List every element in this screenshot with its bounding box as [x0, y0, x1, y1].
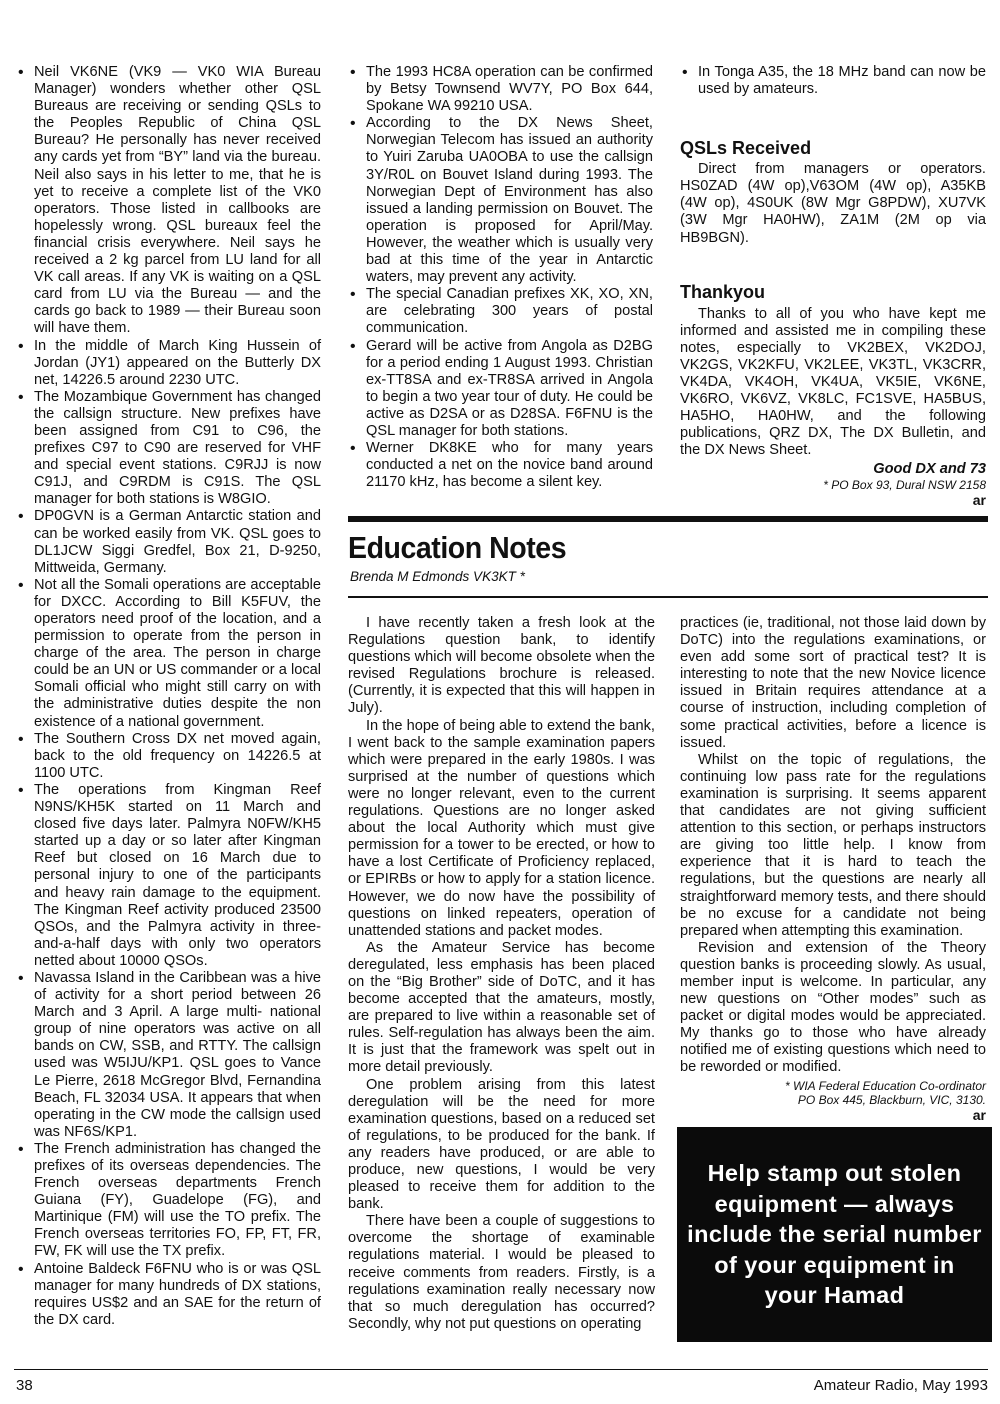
- dx-bullet-item: • The special Canadian prefixes XK, XO, XN, are celebrating 300 years of postal communication.: [348, 286, 653, 337]
- signoff: Good DX and 73: [873, 460, 986, 477]
- dx-bullet-item: • The French administration has changed the prefixes of its overseas dependencies. The French overseas departments French Guiana (FY), Guadelope (FG), and Martinique (FM) will use the TO prefix. The French overseas territories FO, FP, FT, FR, FW, FK will use the TX prefix.: [16, 1141, 321, 1261]
- section-rule-top: [348, 516, 988, 522]
- education-paragraph: One problem arising from this latest deregulation will be the need for more examination questions, based on a reduced set of regulations, to be produced for the bank. If any readers have produced, or are able to produce, new questions, I would be very pleased to receive them for addition to the bank.: [348, 1076, 655, 1213]
- education-paragraph: Whilst on the topic of regulations, the continuing low pass rate for the regulations examination is surprising. It seems apparent that candidates are not giving sufficient attention to this section, or perhaps instructors are giving too little help. I know from experience that it is hard to teach the regulations, but the questions are nearly all straightforward memory tests, and there should be no excuse for a candidate not being prepared when attempting this examination.: [680, 751, 986, 939]
- dx-bullet-item: • The operations from Kingman Reef N9NS/KH5K started on 11 March and closed five days later. Palmyra N0FW/KH5 started up a day or so later after Kingman Reef but closed on 16 March due to personal injury to one of the participants and heavy rain damage to the equipment. The Kingman Reef activity produced 23500 QSOs, and the Palmyra activity in three-and-a-half days with only two operators netted about 10000 QSOs.: [16, 782, 321, 970]
- end-mark: ar: [972, 1106, 986, 1123]
- education-paragraph: As the Amateur Service has become deregulated, less emphasis has been placed on the “Big Brother” side of DoTC, and it has become accepted that the amateurs, mostly, are prepared to live within a reasonable set of rules. Self-regulation has always been the aim. It is just that the framework was spelt out in more detail previously.: [348, 939, 655, 1076]
- section-title: Education Notes: [348, 530, 567, 565]
- footnote-role: * WIA Federal Education Co-ordinator: [785, 1078, 986, 1093]
- dx-bullet-item: • DP0GVN is a German Antarctic station and can be worked easily from VK. QSL goes to DL1JCW Siggi Gredfel, Box 21, D-9250, Mittweida, Germany.: [16, 508, 321, 576]
- education-paragraph: practices (ie, traditional, not those laid down by DoTC) into the regulations examinations, or even add some sort of practical test? It is interesting to note that the new Novice licence issued in Britain requires attendance at a course of instruction, including completion of some practical activities, before a licence is issued.: [680, 615, 986, 751]
- stolen-equipment-ad: [677, 1127, 992, 1342]
- qsl-received-heading: QSLs Received: [680, 138, 812, 159]
- qsl-received-text: Direct from managers or operators. HS0ZAD (4W op),V63OM (4W op), A35KB (4W op), 4S0UK (8W Mgr G8PDW), XU7VK (3W Mgr HA0HW), ZA1M (2M op via HB9BGN).: [680, 161, 986, 246]
- end-mark: ar: [972, 491, 986, 508]
- education-paragraph: Revision and extension of the Theory question banks is proceeding slowly. As usual, member input is welcome. In particular, any new questions on “Other modes” such as packet or digital modes would be appreciated. My thanks go to those who have already notified me of existing questions which need to be reworded or modified.: [680, 939, 986, 1076]
- dx-bullet-item: • Neil VK6NE (VK9 — VK0 WIA Bureau Manager) wonders whether other QSL Bureaus are receiving or sending QSLs to the Peoples Republic of China QSL Bureau? He personally has never received any cards yet from “BY” land via the bureau. Neil also says in his letter to me, that he is yet to receive a complete list of the VK0 operators. Those listed in callbooks are hopelessly wrong. QSL bureaux feel the financial crisis everywhere. Neil says he received a 2 kg parcel from LU land for all VK call areas. If any VK is waiting on a QSL card from LU via the Bureau — and the cards go back to 1989 — their Bureau soon will have them.: [16, 64, 321, 338]
- dx-notes-column-1: [16, 64, 321, 1329]
- dx-bullet-item: • The Southern Cross DX net moved again, back to the old frequency on 14226.5 at 1100 UTC.: [16, 731, 321, 782]
- dx-bullet-list: [680, 64, 986, 98]
- dx-notes-column-2: [348, 64, 653, 491]
- publication-info: Amateur Radio, May 1993: [813, 1377, 988, 1394]
- education-column-left: [348, 615, 655, 1333]
- dx-bullet-list: [348, 64, 653, 491]
- dx-bullet-item: • According to the DX News Sheet, Norwegian Telecom has issued an authority to Yuiri Zaruba UA0OBA to use the callsign 3Y/R0L on Bouvet Island during 1993. The Norwegian Dept of Environment has also issued a landing permission on Bouvet. The operation is proposed for April/May. However, the weather which is usually very bad at this time of the year in Antarctic waters, may prevent any activity.: [348, 115, 653, 286]
- dx-bullet-item: • Werner DK8KE who for many years conducted a net on the novice band around 21170 kHz, has become a silent key.: [348, 440, 653, 491]
- author-address: * PO Box 93, Dural NSW 2158: [823, 477, 986, 492]
- section-byline: Brenda M Edmonds VK3KT *: [350, 569, 525, 584]
- dx-bullet-item: • The Mozambique Government has changed the callsign structure. New prefixes have been assigned from C91 to C96, the prefixes C97 to C90 are reserved for VHF and special event stations. C9RJJ is now C91J, and C9RDM is C91S. The QSL manager for both stations is W8GIO.: [16, 389, 321, 509]
- education-paragraph: There have been a couple of suggestions to overcome the shortage of examinable regulations material. I would be pleased to receive comments from readers. Firstly, is a regulations examination really necessary now that so much deregulation has occurred? Secondly, why not put questions on operating: [348, 1213, 655, 1332]
- dx-bullet-item: • Antoine Baldeck F6FNU who is or was QSL manager for many hundreds of DX stations, requires US$2 and an SAE for the return of the DX card.: [16, 1261, 321, 1329]
- ad-text: Help stamp out stolen equipment — always include the serial number of your equipment in your Hamad: [687, 1160, 982, 1309]
- dx-bullet-item: • In Tonga A35, the 18 MHz band can now be used by amateurs.: [680, 64, 986, 98]
- education-paragraph: In the hope of being able to extend the bank, I went back to the sample examination papers which were prepared in the early 1980s. I was surprised at the number of questions which were no longer relevant, even to the current regulations. Questions are no longer asked about the local Authority which must give permission for a tower to be erected, or how to have a lost Certificate of Proficiency replaced, or EPIRBs or how to apply for a station licence. However, we do now have the possibility of questions on linked repeaters, operation of unattended stations and packet modes.: [348, 717, 655, 939]
- dx-bullet-list: [16, 64, 321, 1329]
- dx-bullet-item: • The 1993 HC8A operation can be confirmed by Betsy Townsend WV7Y, PO Box 644, Spokane WA 99210 USA.: [348, 64, 653, 115]
- page-number: 38: [16, 1377, 33, 1394]
- thankyou-heading: Thankyou: [680, 281, 766, 302]
- section-rule-bottom: [348, 596, 988, 598]
- dx-bullet-item: • Navassa Island in the Caribbean was a hive of activity for a short period between 26 March and 3 April. A large multi- national group of nine operators was active on all bands on CW, SSB, and RTTY. The callsign used was W5IJU/KP1. QSL goes to Vance Le Pierre, 2618 McGregor Blvd, Fernandina Beach, FL 32034 USA. It appears that when operating in the CW mode the callsign used was NF6S/KP1.: [16, 970, 321, 1141]
- footnote-address: PO Box 445, Blackburn, VIC, 3130.: [797, 1092, 986, 1107]
- dx-notes-column-3: [680, 64, 986, 509]
- footer-rule: [14, 1369, 988, 1370]
- thankyou-text: Thanks to all of you who have kept me informed and assisted me in compiling these notes, especially to VK2BEX, VK2DOJ, VK2GS, VK2KFU, VK2LEE, VK3TL, VK3CRR, VK4DA, VK4OH, VK4UA, VK5IE, VK6NE, VK6RO, VK6VZ, VK8LC, FC1SVE, HA5BUS, HA5HO, HA0HW, and the following publications, QRZ DX, The DX Bulletin, and the DX News Sheet.: [680, 305, 986, 459]
- dx-bullet-item: • In the middle of March King Hussein of Jordan (JY1) appeared on the Butterly DX net, 14226.5 around 2230 UTC.: [16, 338, 321, 389]
- education-paragraph: I have recently taken a fresh look at the Regulations question bank, to identify questions which will become obsolete when the revised Regulations brochure is released. (Currently, it is expected that this will happen in July).: [348, 615, 655, 717]
- dx-bullet-item: • Not all the Somali operations are acceptable for DXCC. According to Bill K5FUV, the operators need proof of the location, and a permission to operate from the person in charge of the area. The person in charge could be an UN or US commander or a local Somali official who might still carry on with the administrative duties despite the non existence of a national government.: [16, 577, 321, 731]
- education-column-right: [680, 615, 986, 1124]
- dx-bullet-item: • Gerard will be active from Angola as D2BG for a period ending 1 August 1993. Christian ex-TT8SA and ex-TR8SA arrived in Angola to begin a two year tour of duty. He could be active as D2SA or as D28SA. F6FNU is the QSL manager for both stations.: [348, 338, 653, 441]
